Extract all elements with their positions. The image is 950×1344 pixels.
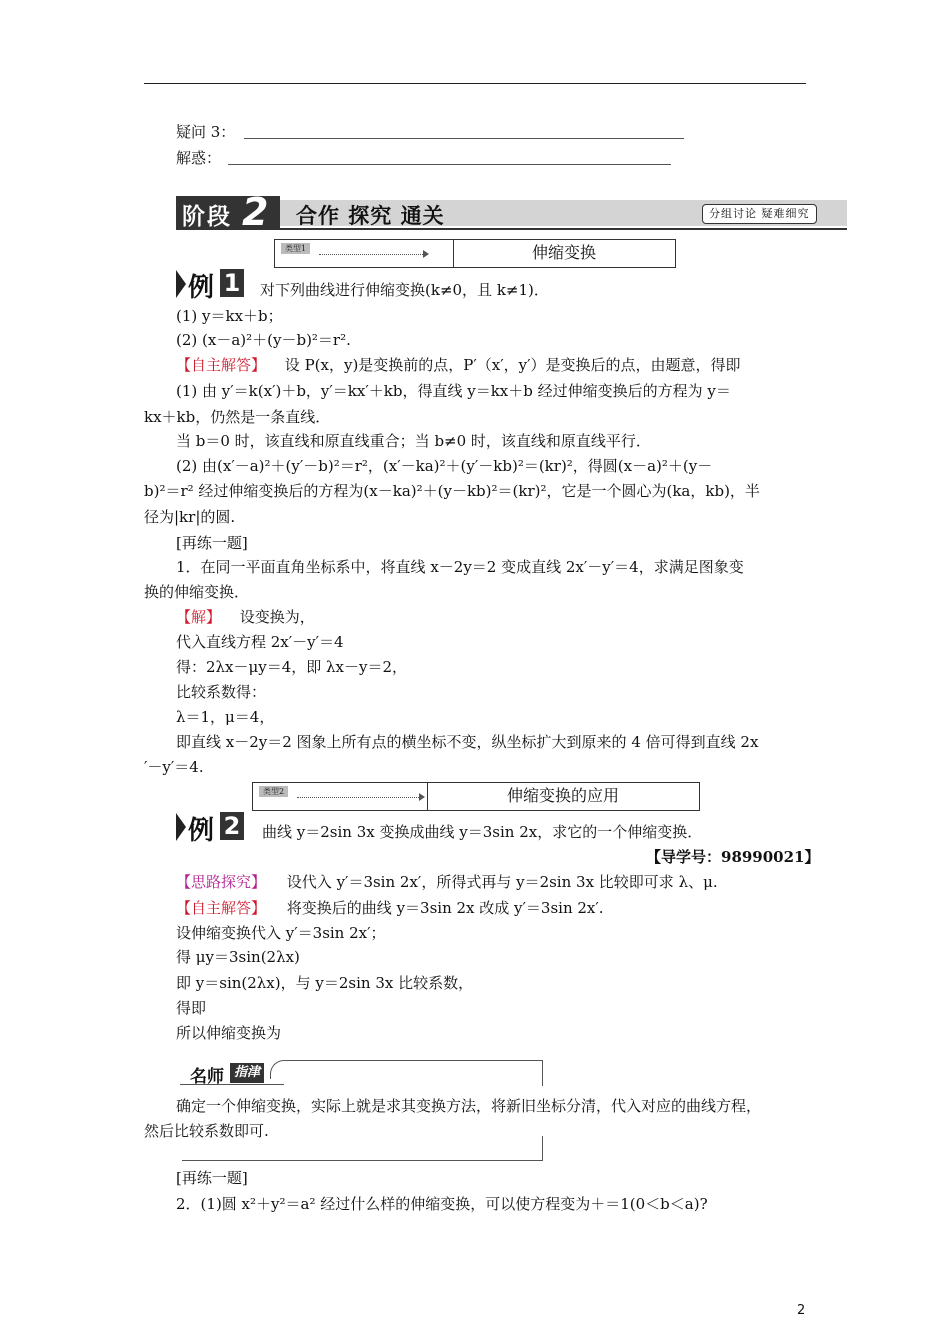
example2-arrow-icon: [176, 813, 186, 841]
solution2-line-5: 所以伸缩变换为: [176, 1024, 282, 1042]
solution2-line-2: 得 μy＝3sin(2λx): [176, 948, 300, 966]
practice2-question: 2．(1)圆 x²＋y²＝a² 经过什么样的伸缩变换，可以使方程变为＋＝1(0＜b＜a)?: [176, 1195, 708, 1213]
example1-item-1: (1) y＝kx＋b；: [176, 307, 283, 325]
doubt-label: 疑问 3：: [176, 123, 236, 141]
answer-label: 解惑：: [176, 149, 222, 167]
type1-box: [274, 239, 676, 268]
type2-heading: 伸缩变换的应用: [506, 786, 619, 805]
teacher-note-right-top: [542, 1060, 543, 1086]
teacher-note-curve: [270, 1060, 289, 1079]
example2-badge-number: 2: [220, 812, 244, 840]
example2-problem: 曲线 y＝2sin 3x 变换成曲线 y＝3sin 2x，求它的一个伸缩变换．: [262, 823, 703, 841]
teacher-note-topbar: [286, 1060, 542, 1061]
stage-banner: [176, 190, 847, 234]
page-number: 2: [797, 1303, 806, 1318]
solution2-line-1: 设伸缩变换代入 y′＝3sin 2x′；: [176, 924, 386, 942]
solution1-tag: 【自主解答】: [176, 356, 267, 374]
teacher-note-label: 名师: [190, 1067, 224, 1087]
type2-box: [252, 782, 700, 811]
solution2-think-text: 设代入 y′＝3sin 2x′，所得式再与 y＝2sin 3x 比较即可求 λ、μ.: [286, 873, 718, 891]
solution2-line-3: 即 y＝sin(2λx)，与 y＝2sin 3x 比较系数，: [176, 974, 474, 992]
header-rule: [144, 83, 806, 84]
solution1-intro: 设 P(x，y)是变换前的点，P′（x′，y′）是变换后的点，由题意，得即: [284, 356, 741, 374]
example1-item-2: (2) (x－a)²＋(y－b)²＝r².: [176, 331, 351, 349]
example2-guide-number: 【导学号：98990021】: [646, 848, 820, 866]
solution2-solve-row: [176, 898, 604, 918]
doubt-blank: [244, 138, 684, 139]
solution1-line-1: (1) 由 y′＝k(x′)＋b，y′＝kx′＋kb，得直线 y＝kx＋b 经过伸缩变换后的方程为 y＝: [176, 382, 731, 400]
teacher-note-right-bottom: [542, 1136, 543, 1160]
solution1-line-6: 径为|kr|的圆.: [144, 508, 236, 526]
teacher-note-bottom: [182, 1160, 543, 1161]
practice2-label: [再练一题]: [176, 1169, 248, 1187]
solution2-solve-tag: 【自主解答】: [176, 899, 267, 917]
type2-label: 类型2: [259, 786, 288, 797]
stage-label: 阶段: [182, 204, 232, 230]
solution2-solve-text: 将变换后的曲线 y＝3sin 2x 改成 y′＝3sin 2x′.: [286, 899, 604, 917]
solution2-think-tag: 【思路探究】: [176, 873, 267, 891]
example2-badge-text: 例: [188, 816, 215, 846]
solution1-line-3: 当 b＝0 时，该直线和原直线重合；当 b≠0 时，该直线和原直线平行．: [176, 432, 651, 450]
type1-heading: 伸缩变换: [531, 243, 596, 262]
stage-banner-rule: [176, 228, 847, 230]
teacher-note-line-2: 然后比较系数即可.: [144, 1122, 269, 1140]
solution2-line-4: 得即: [176, 999, 207, 1017]
practice1-answer-1: 代入直线方程 2x′－y′＝4: [176, 633, 344, 651]
practice1-question-1: 1．在同一平面直角坐标系中，将直线 x－2y＝2 变成直线 2x′－y′＝4，求满足图象变: [176, 558, 744, 576]
practice1-answer-3: 比较系数得：: [176, 683, 267, 701]
type1-arrow-icon: [423, 250, 429, 258]
practice1-answer-2: 得：2λx－μy＝4，即 λx－y＝2，: [176, 658, 408, 676]
teacher-note-line-1: 确定一个伸缩变换，实际上就是求其变换方法，将新旧坐标分清，代入对应的曲线方程，: [176, 1097, 762, 1115]
teacher-note-label-tag: 指津: [230, 1063, 264, 1083]
example1-arrow-icon: [176, 270, 186, 298]
example1-problem: 对下列曲线进行伸缩变换(k≠0，且 k≠1)．: [260, 281, 549, 299]
answer-blank: [228, 164, 671, 165]
practice1-answer-6: ′－y′＝4.: [144, 758, 204, 776]
practice1-question-2: 换的伸缩变换．: [144, 583, 250, 601]
type2-arrow-line: [297, 797, 419, 798]
type1-arrow-line: [319, 254, 423, 255]
stage-tag: 分组讨论 疑难细究: [702, 204, 817, 224]
solution1-row: [176, 355, 741, 375]
stage-title: 合作 探究 通关: [296, 204, 445, 228]
practice1-label: [再练一题]: [176, 534, 248, 552]
solution1-line-4: (2) 由(x′－a)²＋(y′－b)²＝r²，(x′－ka)²＋(y′－kb)²＝(kr)²，得圆(x－a)²＋(y－: [176, 457, 713, 475]
practice1-answer-tag: 【解】: [176, 608, 222, 626]
practice1-answer-row: [176, 607, 315, 627]
practice1-answer-5: 即直线 x－2y＝2 图象上所有点的横坐标不变，纵坐标扩大到原来的 4 倍可得到直线 2x: [176, 733, 759, 751]
solution1-line-5: b)²＝r² 经过伸缩变换后的方程为(x－ka)²＋(y－kb)²＝(kr)²，它是一个圆心为(ka，kb)，半: [144, 482, 760, 500]
practice1-answer-4: λ＝1，μ＝4，: [176, 708, 275, 726]
stage-number: 2: [242, 190, 269, 234]
example1-badge: [176, 269, 246, 303]
example1-badge-number: 1: [220, 269, 244, 297]
solution1-line-2: kx＋kb，仍然是一条直线．: [144, 408, 331, 426]
practice1-answer-intro: 设变换为，: [239, 608, 315, 626]
example1-badge-text: 例: [188, 273, 215, 303]
type1-label: 类型1: [281, 243, 310, 254]
solution2-think-row: [176, 872, 718, 892]
type2-arrow-icon: [419, 793, 425, 801]
example2-badge: [176, 812, 246, 846]
